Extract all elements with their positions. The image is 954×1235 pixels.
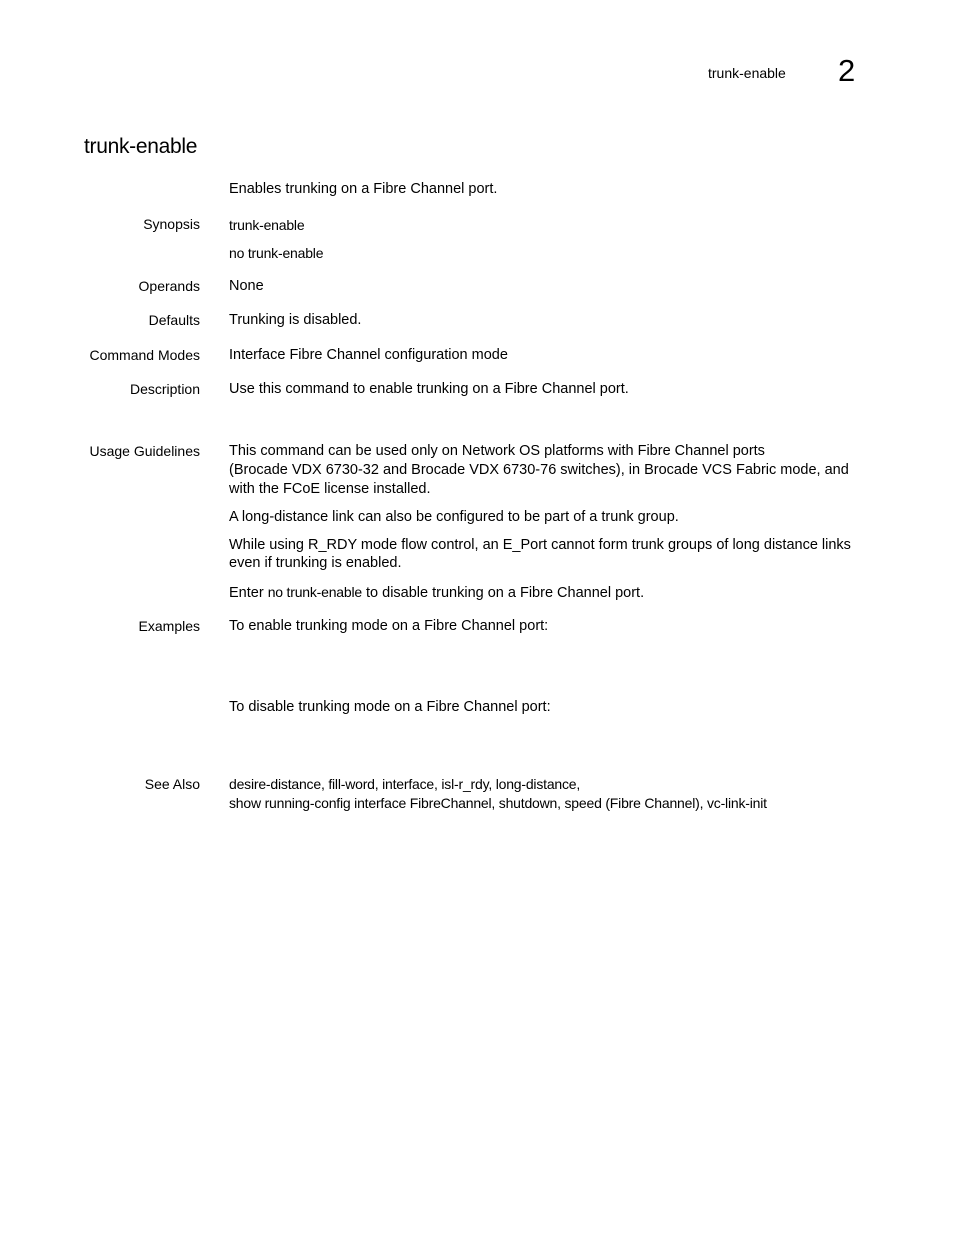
description-label: Description [129,381,200,397]
defaults-text: Trunking is disabled. [229,312,362,328]
operands-label: Operands [138,278,200,294]
command-intro: Enables trunking on a Fibre Channel port. [229,181,498,197]
usage-paragraph-3-line-2: even if trunking is enabled. [229,555,402,571]
synopsis-line-1: trunk-enable [229,217,305,233]
running-header-title: trunk-enable [708,65,786,81]
usage-p4-command: no trunk-enable [267,584,362,600]
usage-paragraph-1-line-2: (Brocade VDX 6730-32 and Brocade VDX 6730-76 switches), in Brocade VCS Fabric mode, and [229,462,849,478]
usage-paragraph-1-line-3: with the FCoE license installed. [229,481,431,497]
command-title: trunk-enable [84,135,198,158]
see-also-line-1[interactable]: desire-distance, fill-word, interface, isl-r_rdy, long-distance, [229,776,581,792]
synopsis-label: Synopsis [143,216,200,232]
see-also-line-2[interactable]: show running-config interface FibreChannel, shutdown, speed (Fibre Channel), vc-link-init [229,795,767,811]
example-disable-text: To disable trunking mode on a Fibre Channel port: [229,699,551,715]
usage-paragraph-4 [229,583,644,603]
usage-paragraph-3-line-1: While using R_RDY mode flow control, an E_Port cannot form trunk groups of long distance links [229,537,851,553]
usage-paragraph-2: A long-distance link can also be configured to be part of a trunk group. [229,509,679,525]
description-text: Use this command to enable trunking on a Fibre Channel port. [229,381,629,397]
example-enable-text: To enable trunking mode on a Fibre Channel port: [229,618,549,634]
chapter-number: 2 [838,53,856,88]
command-modes-label: Command Modes [89,347,200,363]
usage-paragraph-1-line-1: This command can be used only on Network OS platforms with Fibre Channel ports [229,443,765,459]
usage-guidelines-label: Usage Guidelines [89,443,200,459]
usage-p4-suffix: to disable trunking on a Fibre Channel port. [361,585,645,601]
command-modes-text: Interface Fibre Channel configuration mode [229,347,508,363]
synopsis-line-2: no trunk-enable [229,245,324,261]
usage-p4-prefix: Enter [229,585,268,601]
see-also-label: See Also [144,776,200,792]
operands-text: None [229,278,264,294]
examples-label: Examples [138,618,200,634]
defaults-label: Defaults [148,312,200,328]
